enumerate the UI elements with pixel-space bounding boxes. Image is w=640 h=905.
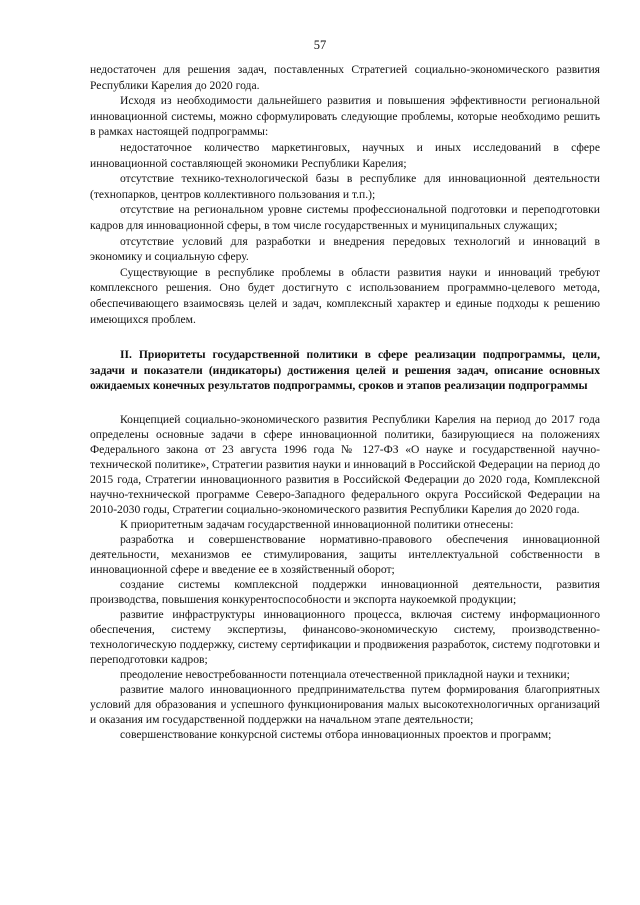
page-content — [90, 62, 600, 742]
paragraph: недостаточное количество маркетинговых, научных и иных исследований в сфере инновационной составляющей экономики Республики Карелия; — [90, 140, 600, 170]
paragraph: недостаточен для решения задач, поставленных Стратегией социально-экономического развития Республики Карелия до 2020 года. — [90, 63, 600, 92]
paragraph: разработка и совершенствование нормативно-правового обеспечения инновационной деятельности, механизмов ее стимулирования, защиты интеллектуальной собственности в инновационной сфере и введение ее в хозяйственный оборот; — [90, 532, 600, 576]
paragraph: отсутствие условий для разработки и внедрения передовых технологий и инноваций в экономику и социальную сферу. — [90, 234, 600, 264]
page-number: 57 — [313, 38, 327, 52]
section-2-text — [90, 412, 600, 742]
paragraph: отсутствие на региональном уровне системы профессиональной подготовки и переподготовки кадров для инновационной сферы, в том числе государственных и муниципальных служащих; — [90, 203, 600, 232]
paragraph: развитие малого инновационного предпринимательства путем формирования благоприятных условий для образования и успешного функционирования малых высокотехнологичных организаций и оказания им государственной поддержки на начальном этапе деятельности; — [90, 682, 600, 726]
paragraph: создание системы комплексной поддержки инновационной деятельности, развития производства, повышения конкурентоспособности и экспорта наукоемкой продукции; — [90, 577, 600, 606]
paragraph: отсутствие технико-технологической базы в республике для инновационной деятельности (технопарков, центров коллективного пользования и т.п.); — [90, 172, 600, 201]
paragraph: Существующие в республике проблемы в области развития науки и инноваций требуют комплексного решения. Оно будет достигнуто с использованием программно-целевого метода, обеспечивающего взаимосвязь целей и задач, комплексный характер и единые подходы к решению имеющихся проблем. — [90, 265, 600, 326]
paragraph: Исходя из необходимости дальнейшего развития и повышения эффективности региональной инновационной системы, можно сформулировать следующие проблемы, которые необходимо решить в рамках настоящей подпрограммы: — [90, 94, 600, 139]
paragraph: К приоритетным задачам государственной инновационной политики отнесены: — [120, 517, 514, 531]
paragraph: совершенствование конкурсной системы отбора инновационных проектов и программ; — [120, 727, 552, 741]
section-1-text — [90, 62, 600, 327]
paragraph: развитие инфраструктуры инновационного процесса, включая систему информационного обеспечения, систему экспертизы, финансово-экономическую систему, производственно-технологическую поддержку, систему сертификации и продвижения разработок, систему подготовки и переподготовки кадров; — [90, 607, 600, 666]
paragraph: Концепцией социально-экономического развития Республики Карелия на период до 2017 года определены основные задачи в сфере инновационной политики, базирующиеся на положениях Федерального закона от 23 августа 1996 года № 127-ФЗ «О науке и государственной научно-технической политике», Стратегии развития науки и инноваций в Российской Федерации на период до 2015 года, Стратегии инновационного развития в Российской Федерации до 2020 года, Комплексной научно-технической программе Северо-Западного федерального округа Российской Федерации на 2010-2030 годы, Стратегии социально-экономического развития Республики Карелия до 2020 года. — [90, 412, 600, 516]
section-heading: II. Приоритеты государственной политики в сфере реализации подпрограммы, цели, задачи и показатели (индикаторы) достижения целей и решения задач, описание основных ожидаемых конечных результатов подпрограммы, сроков и этапов реализации подпрограммы — [90, 348, 600, 393]
paragraph: преодоление невостребованности потенциала отечественной прикладной науки и техники; — [120, 667, 570, 681]
